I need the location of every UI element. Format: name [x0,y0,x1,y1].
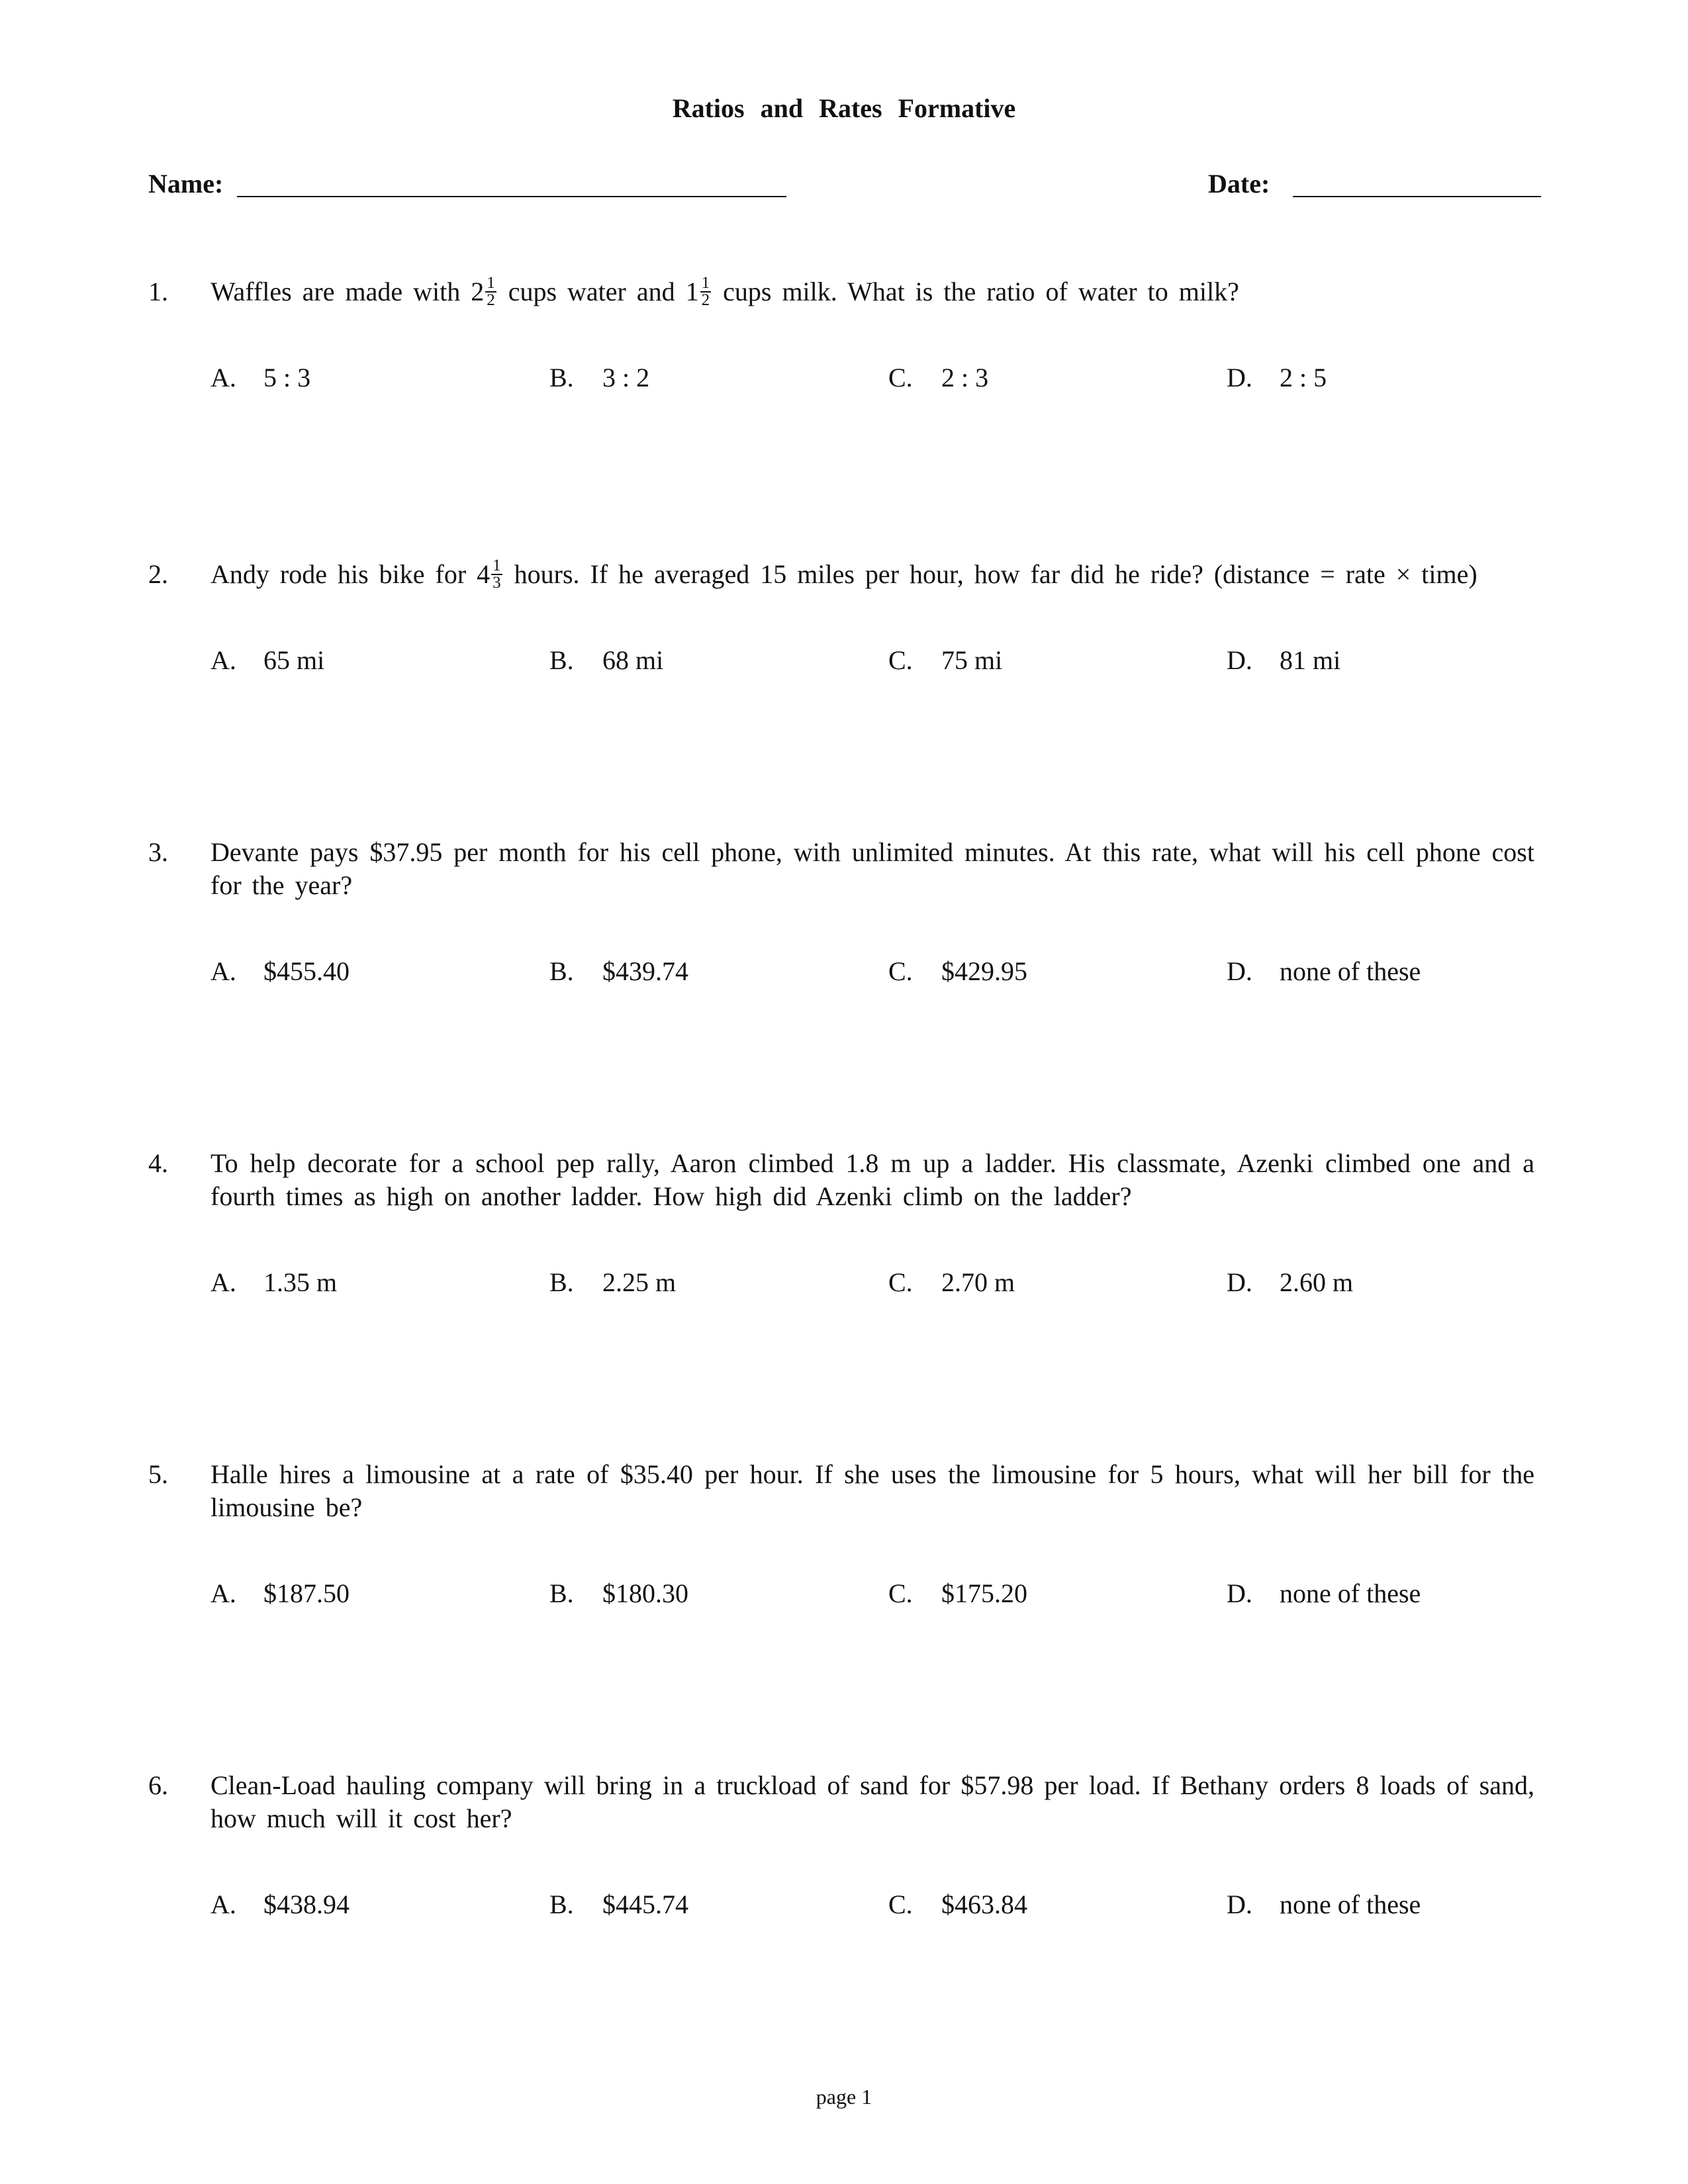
date-field[interactable] [1293,196,1541,197]
choice-letter: A. [211,363,236,392]
choice-letter: D. [1227,1889,1252,1919]
choice-value: $463.84 [941,1889,1027,1919]
question-text-part: Waffles are made with 2 [211,277,485,306]
choice-b[interactable] [549,955,688,988]
choice-letter: D. [1227,1267,1252,1297]
fraction-denominator: 2 [701,291,710,309]
question-number: 4. [148,1148,168,1178]
page-number: page 1 [816,2085,872,2109]
choice-d[interactable] [1227,1266,1353,1299]
choice-letter: A. [211,1889,236,1919]
choice-letter: B. [549,1578,574,1608]
name-field[interactable] [237,196,786,197]
question-number: 2. [148,559,168,589]
choice-c[interactable] [888,1266,1015,1299]
choice-value: $429.95 [941,956,1027,986]
choice-b[interactable] [549,644,663,677]
fraction [491,558,502,591]
question-text-part: cups water and 1 [497,277,699,306]
question-text-part: cups milk. What is the ratio of water to milk? [712,277,1239,306]
question-text: Halle hires a limousine at a rate of $35.40 per hour. If she uses the limousine for 5 hours, what will her bill for the limousine be? [211,1459,1534,1522]
choice-letter: C. [888,956,913,986]
choice-letter: A. [211,956,236,986]
choice-d[interactable] [1227,1577,1421,1610]
choice-value: 2.25 m [602,1267,677,1297]
choice-value: 68 mi [602,645,664,675]
question-number: 3. [148,837,168,867]
fraction [485,275,496,308]
date-label: Date: [1208,169,1270,199]
choice-letter: D. [1227,956,1252,986]
choice-a[interactable] [211,955,350,988]
choice-letter: C. [888,1578,913,1608]
choice-value: none of these [1280,1889,1421,1919]
choice-b[interactable] [549,1266,676,1299]
choice-c[interactable] [888,1888,1027,1921]
choice-a[interactable] [211,644,324,677]
choice-letter: D. [1227,645,1252,675]
question-text: Clean-Load hauling company will bring in a truckload of sand for $57.98 per load. If Bethany orders 8 loads of sand, how much will it cost her? [211,1770,1534,1833]
choice-letter: B. [549,645,574,675]
choice-value: 81 mi [1280,645,1341,675]
question-text-part: hours. If he averaged 15 miles per hour, how far did he ride? (distance = rate × time) [503,559,1477,589]
fraction-numerator: 1 [492,556,501,574]
question-text: To help decorate for a school pep rally, Aaron climbed 1.8 m up a ladder. His classmate, Azenki climbed one and a fourth times as high on another ladder. How high did Azenki climb on the ladder? [211,1148,1534,1211]
choice-a[interactable] [211,1577,350,1610]
choice-c[interactable] [888,955,1027,988]
fraction [700,275,712,308]
choice-letter: B. [549,1889,574,1919]
choice-a[interactable] [211,361,310,394]
fraction-denominator: 2 [487,291,495,309]
choice-value: 1.35 m [263,1267,338,1297]
choice-d[interactable] [1227,644,1340,677]
question-number: 1. [148,277,168,306]
choice-value: 65 mi [263,645,325,675]
choice-value: 75 mi [941,645,1003,675]
choice-a[interactable] [211,1888,350,1921]
choice-value: $187.50 [263,1578,350,1608]
choice-letter: B. [549,363,574,392]
choice-d[interactable] [1227,361,1327,394]
fraction-numerator: 1 [487,273,495,292]
choice-c[interactable] [888,644,1002,677]
question-text [211,558,1534,594]
question-number: 6. [148,1770,168,1800]
choice-value: $455.40 [263,956,350,986]
choice-value: $445.74 [602,1889,688,1919]
choice-letter: C. [888,363,913,392]
choice-letter: C. [888,1889,913,1919]
choice-letter: A. [211,1578,236,1608]
choice-value: none of these [1280,1578,1421,1608]
choice-letter: D. [1227,1578,1252,1608]
choice-letter: D. [1227,363,1252,392]
question-number: 5. [148,1459,168,1489]
choice-b[interactable] [549,1577,688,1610]
choice-value: 2.70 m [941,1267,1015,1297]
choice-letter: C. [888,645,913,675]
choice-value: $438.94 [263,1889,350,1919]
choice-value: 2 : 3 [941,363,989,392]
choice-letter: B. [549,956,574,986]
choice-value: $180.30 [602,1578,688,1608]
page-title: Ratios and Rates Formative [672,93,1016,123]
choice-c[interactable] [888,1577,1027,1610]
choice-d[interactable] [1227,1888,1421,1921]
question-text: Devante pays $37.95 per month for his cell phone, with unlimited minutes. At this rate, what will his cell phone cost for the year? [211,837,1534,900]
choice-letter: B. [549,1267,574,1297]
choice-d[interactable] [1227,955,1421,988]
choice-letter: A. [211,645,236,675]
question-text-part: Andy rode his bike for 4 [211,559,491,589]
choice-a[interactable] [211,1266,337,1299]
choice-value: 2.60 m [1280,1267,1354,1297]
choice-letter: A. [211,1267,236,1297]
choice-value: 5 : 3 [263,363,311,392]
choice-letter: C. [888,1267,913,1297]
choice-value: 2 : 5 [1280,363,1327,392]
name-label: Name: [148,169,224,199]
choice-b[interactable] [549,1888,688,1921]
choice-b[interactable] [549,361,649,394]
choice-c[interactable] [888,361,988,394]
question-text [211,275,1534,311]
choice-value: $175.20 [941,1578,1027,1608]
fraction-numerator: 1 [701,273,710,292]
choice-value: none of these [1280,956,1421,986]
choice-value: $439.74 [602,956,688,986]
choice-value: 3 : 2 [602,363,650,392]
fraction-denominator: 3 [492,573,501,592]
